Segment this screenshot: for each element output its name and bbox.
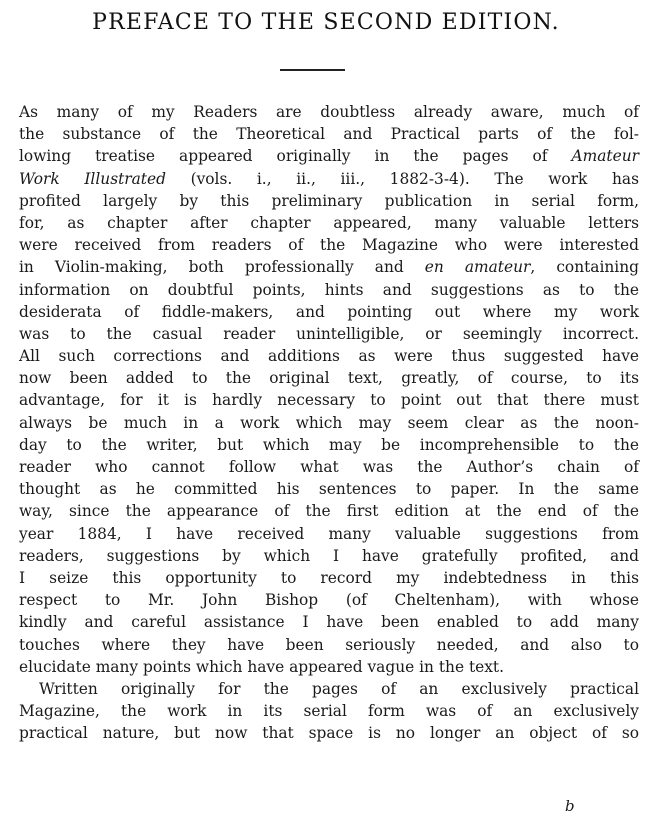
- text-line: day to the writer, but which may be incomprehensible to the: [19, 435, 639, 454]
- text-line: the substance of the Theoretical and Practical parts of the fol-: [19, 125, 639, 144]
- text-line: way, since the appearance of the first edition at the end of the: [19, 502, 639, 521]
- signature-mark: b: [565, 797, 575, 815]
- text-line: now been added to the original text, greatly, of course, to its: [19, 369, 639, 388]
- text-line: kindly and careful assistance I have been enabled to add many: [19, 613, 639, 632]
- italic-text: Work Illustrated: [19, 169, 166, 188]
- text-line: respect to Mr. John Bishop (of Cheltenham), with whose: [19, 591, 639, 610]
- text-line: information on doubtful points, hints and suggestions as to the: [19, 280, 639, 299]
- text-line: desiderata of fiddle-makers, and pointing out where my work: [19, 302, 639, 321]
- paragraph: [19, 101, 639, 678]
- heading-rule: [280, 69, 345, 71]
- text-line: practical nature, but now that space is no longer an object of so: [19, 724, 639, 743]
- text-segment: in Violin-making, both professionally and: [19, 258, 425, 277]
- text-line: was to the casual reader unintelligible, or seemingly incorrect.: [19, 324, 639, 343]
- text-line: year 1884, I have received many valuable suggestions from: [19, 524, 639, 543]
- italic-text: Amateur: [571, 147, 639, 166]
- text-line: Written originally for the pages of an exclusively practical: [39, 679, 639, 698]
- text-line: Magazine, the work in its serial form was of an exclusively: [19, 702, 639, 721]
- text-segment: (vols. i., ii., iii., 1882-3-4). The work has: [165, 169, 639, 188]
- text-line: [19, 145, 639, 167]
- text-line: readers, suggestions by which I have gratefully profited, and: [19, 546, 639, 565]
- text-segment: , containing: [530, 258, 639, 277]
- page-heading: PREFACE TO THE SECOND EDITION.: [92, 10, 560, 35]
- text-line: All such corrections and additions as were thus suggested have: [19, 347, 639, 366]
- text-line: I seize this opportunity to record my indebtedness in this: [19, 568, 639, 587]
- paragraph: [19, 678, 639, 745]
- text-line: touches where they have been seriously needed, and also to: [19, 635, 639, 654]
- text-line: [19, 256, 639, 278]
- text-line: reader who cannot follow what was the Author’s chain of: [19, 458, 639, 476]
- text-line: As many of my Readers are doubtless already aware, much of: [19, 103, 639, 121]
- text-line: [19, 168, 639, 190]
- text-line: profited largely by this preliminary publication in serial form,: [19, 191, 639, 210]
- text-line: always be much in a work which may seem clear as the noon-: [19, 413, 639, 432]
- italic-text: en amateur: [424, 258, 531, 277]
- text-segment: lowing treatise appeared originally in the pages of: [19, 147, 572, 166]
- text-line: elucidate many points which have appeared vague in the text.: [19, 657, 504, 676]
- text-line: thought as he committed his sentences to paper. In the same: [19, 480, 639, 499]
- text-line: advantage, for it is hardly necessary to point out that there must: [19, 391, 639, 410]
- text-line: were received from readers of the Magazine who were interested: [19, 236, 639, 255]
- preface-body: [19, 101, 639, 744]
- text-line: for, as chapter after chapter appeared, many valuable letters: [19, 213, 639, 232]
